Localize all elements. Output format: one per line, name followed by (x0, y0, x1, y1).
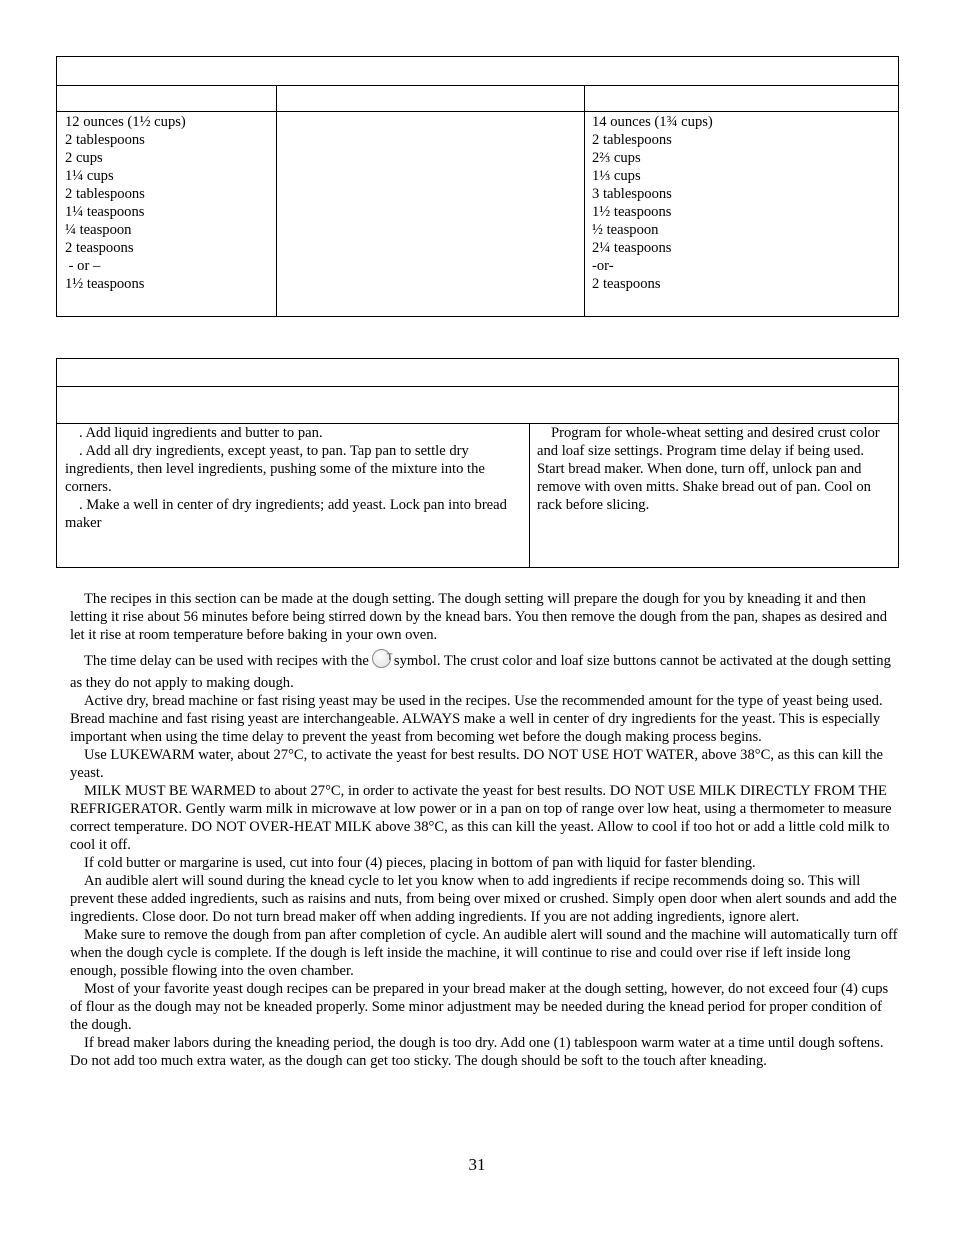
paragraph: If cold butter or margarine is used, cut into four (4) pieces, placing in bottom of pan with liquid for faster blending. (84, 855, 756, 871)
ingredients-table (56, 56, 899, 317)
ingredient-amount: ¼ teaspoon (65, 222, 132, 238)
ingredient-amount: 2 tablespoons (65, 132, 145, 148)
ingredient-amount: 1½ teaspoons (65, 276, 145, 292)
paragraph: Use LUKEWARM water, about 27°C, to activate the yeast for best results. DO NOT USE HOT WATER, above 38°C, as this can kill the yeast. (70, 747, 884, 781)
ingredients-right-column (592, 113, 713, 293)
column-rule (529, 423, 530, 567)
ingredient-amount: 14 ounces (1¾ cups) (592, 114, 713, 130)
paragraph: An audible alert will sound during the knead cycle to let you know when to add ingredients if recipe recommends doing so. This will prevent these added ingredients, such as raisins and nuts, from being over mixed or crushed. Simply open door when alert sounds and add the ingredients. Close door. Do not turn bread maker off when adding ingredients. If you are not adding ingredients, ignore alert. (70, 873, 897, 925)
paragraph: If bread maker labors during the kneading period, the dough is too dry. Add one (1) tablespoon warm water at a time until dough softens. Do not add too much extra water, as the dough can get too sticky. The dough should be soft to the touch after kneading. (70, 1035, 884, 1069)
paragraph-text: The time delay can be used with recipes with the (84, 653, 369, 669)
page-number: 31 (468, 1155, 486, 1174)
method-left-column (65, 424, 517, 532)
ingredient-amount: 1½ teaspoons (592, 204, 672, 220)
column-rule (276, 85, 277, 316)
method-step: . Add all dry ingredients, except yeast, to pan. Tap pan to settle dry ingredients, then level ingredients, pushing some of the mixture into the corners. (65, 443, 485, 495)
ingredient-amount: 2 teaspoons (65, 240, 134, 256)
ingredient-amount: 2 teaspoons (592, 276, 661, 292)
table-rule (57, 111, 898, 112)
column-rule (584, 85, 585, 316)
ingredient-amount: 1⅓ cups (592, 168, 641, 184)
method-table (56, 358, 899, 568)
ingredient-amount: - or – (65, 258, 101, 274)
timer-icon: T (372, 649, 391, 668)
paragraph: Make sure to remove the dough from pan after completion of cycle. An audible alert will sound and the machine will automatically turn off when the dough cycle is complete. If the dough is left inside the machine, it will continue to rise and could over rise if left inside long enough, possible flowing into the oven chamber. (70, 927, 898, 979)
ingredient-amount: 3 tablespoons (592, 186, 672, 202)
paragraph: Active dry, bread machine or fast rising yeast may be used in the recipes. Use the recommended amount for the type of yeast being used. Bread machine and fast rising yeast are interchangeable. ALWAYS make a well in center of dry ingredients for the yeast. This is especially important when using the time delay to prevent the yeast from becoming wet before the dough making process begins. (70, 693, 883, 745)
ingredient-amount: 1¼ teaspoons (65, 204, 145, 220)
table-rule (57, 85, 898, 86)
method-instructions: Program for whole-wheat setting and desired crust color and loaf size settings. Program time delay if being used. Start bread maker. When done, turn off, unlock pan and remove with oven mitts. Shake bread out of pan. Cool on rack before slicing. (537, 425, 880, 513)
method-right-column (537, 424, 892, 514)
ingredient-amount: 2 cups (65, 150, 103, 166)
ingredient-amount: 2¼ teaspoons (592, 240, 672, 256)
paragraph (70, 652, 900, 692)
method-step: . Add liquid ingredients and butter to pan. (79, 425, 323, 441)
ingredients-left-column (65, 113, 186, 293)
method-step: . Make a well in center of dry ingredients; add yeast. Lock pan into bread maker (65, 497, 507, 531)
paragraph: The recipes in this section can be made at the dough setting. The dough setting will prepare the dough for you by kneading it and then letting it rise about 56 minutes before being stirred down by the knead bars. You then remove the dough from the pan, shapes as desired and let it rise at room temperature before baking in your own oven. (70, 591, 888, 643)
ingredient-amount: 2⅔ cups (592, 150, 641, 166)
paragraph-text: symbol. The crust color and loaf size buttons cannot be activated at the dough setting as they do not apply to making dough. (70, 653, 891, 691)
ingredient-amount: 12 ounces (1½ cups) (65, 114, 186, 130)
ingredient-amount: 1¼ cups (65, 168, 114, 184)
table-rule (57, 386, 898, 387)
ingredient-amount: 2 tablespoons (592, 132, 672, 148)
paragraph: Most of your favorite yeast dough recipes can be prepared in your bread maker at the dough setting, however, do not exceed four (4) cups of flour as the dough may not be kneaded properly. Some minor adjustment may be needed during the knead period for proper condition of the dough. (70, 981, 889, 1033)
dough-setting-notes (70, 590, 900, 1070)
ingredient-amount: -or- (592, 258, 614, 274)
ingredient-amount: ½ teaspoon (592, 222, 659, 238)
paragraph: MILK MUST BE WARMED to about 27°C, in order to activate the yeast for best results. DO NOT USE MILK DIRECTLY FROM THE REFRIGERATOR. Gently warm milk in microwave at low power or in a pan on top of range over low heat, using a thermometer to measure correct temperature. DO NOT OVER-HEAT MILK above 38°C, as this can kill the yeast. Allow to cool if too hot or add a little cold milk to cool it off. (70, 783, 892, 853)
ingredient-amount: 2 tablespoons (65, 186, 145, 202)
